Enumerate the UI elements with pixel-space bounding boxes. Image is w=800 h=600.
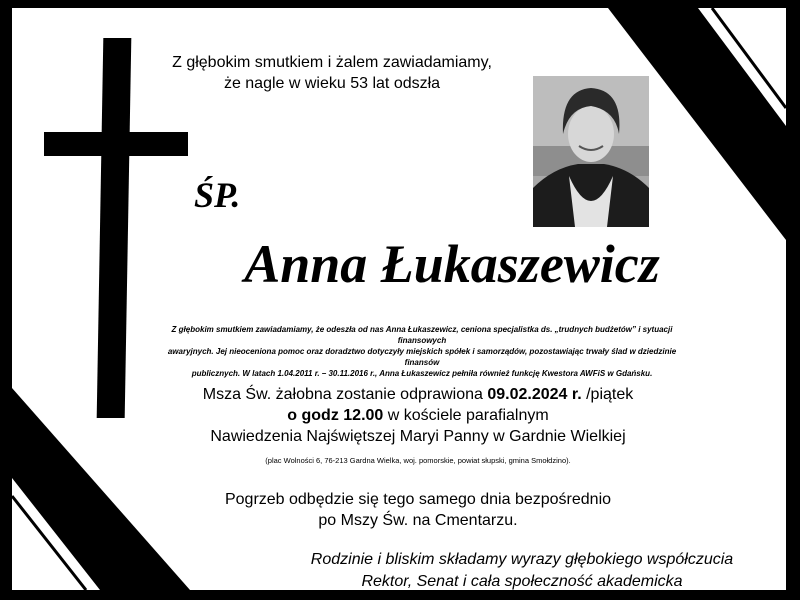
burial-info [162,489,674,531]
condolences [262,549,782,590]
bio-line-1: Z głębokim smutkiem zawiadamiamy, że odeszła od nas Anna Łukaszewicz, ceniona specjalistka ds. „trudnych budżetów” i sytuacji finansowych [171,325,673,345]
biography [152,324,692,379]
title-prefix: ŚP. [194,175,241,215]
mass-line-1 [162,384,674,405]
bio-line-2: awaryjnych. Jej nieoceniona pomoc oraz doradztwo dotyczyły miejskich spółek i samorządów, pozostawiając trwały ślad w dziedzinie finansów [167,347,677,367]
intro-line-2: że nagle w wieku 53 lat odszła [223,75,441,92]
condolences-signature: Rektor, Senat i cała społeczność akademicka [361,573,683,590]
mass-info [162,384,674,447]
portrait-image [533,76,649,227]
burial-line-2: po Mszy Św. na Cmentarzu. [318,512,518,529]
mass-time: o godz 12.00 [287,407,384,424]
church-address: (plac Wolności 6, 76-213 Gardna Wielka, woj. pomorskie, powiat słupski, gmina Smołdzino). [265,456,571,465]
mass-date: 09.02.2024 r. [487,386,582,403]
mass-weekday: /piątek [581,386,634,403]
condolences-line-1: Rodzinie i bliskim składamy wyrazy głębokiego współczucia [310,551,734,568]
burial-line-1: Pogrzeb odbędzie się tego samego dnia bezpośrednio [224,491,612,508]
intro-text [132,52,532,94]
mass-line-2 [162,405,674,426]
bio-line-3: publicznych. W latach 1.04.2011 r. – 30.11.2016 r., Anna Łukaszewicz pełniła również funkcję Kwestora AWFiS w Gdańsku. [191,369,653,378]
intro-line-1: Z głębokim smutkiem i żalem zawiadamiamy, [172,54,492,71]
mass-church: Nawiedzenia Najświętszej Maryi Panny w Gardnie Wielkiej [210,428,626,445]
deceased-name: Anna Łukaszewicz [244,234,660,294]
mass-location-intro: w kościele parafialnym [383,407,549,424]
notice-sheet [12,8,786,590]
portrait-photo [533,76,649,227]
cross-icon-arm [44,132,188,156]
mass-intro: Msza Św. żałobna zostanie odprawiona [202,386,488,403]
